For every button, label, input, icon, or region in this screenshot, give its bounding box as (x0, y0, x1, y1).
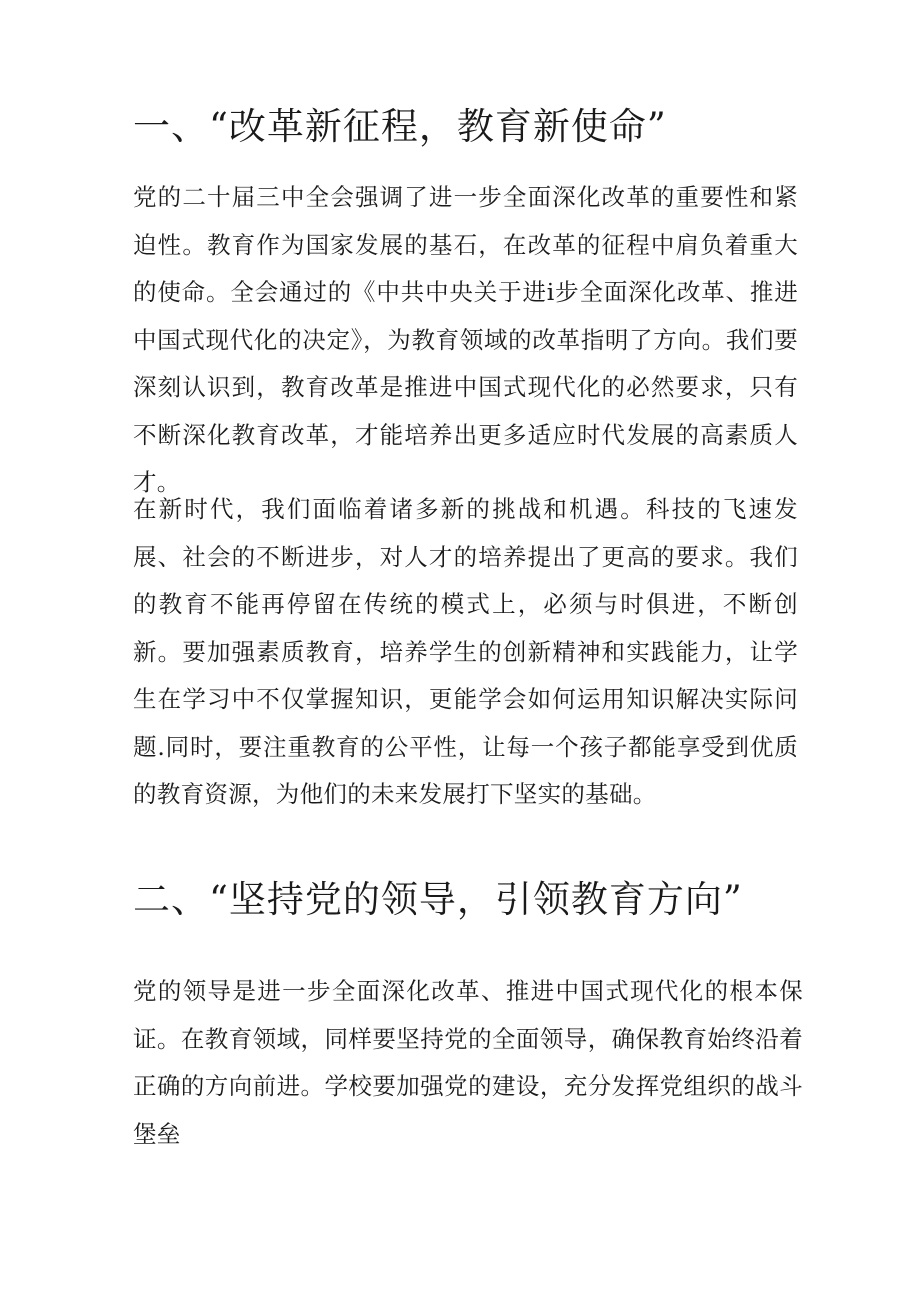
section-heading-1: 一、“改革新征程，教育新使命” (133, 105, 667, 148)
section-1-paragraph-1: 党的二十届三中全会强调了进一步全面深化改革的重要性和紧迫性。教育作为国家发展的基石，在改革的征程中肩负着重大的使命。全会通过的《中共中央关于进i步全面深化改革、推进中国式现代化的决定》，为教育领域的改革指明了方向。我们要深刻认识到，教育改革是推进中国式现代化的必然要求，只有不断深化教育改革，才能培养出更多适应时代发展的高素质人才。 (133, 183, 798, 496)
section-1-paragraph-2: 在新时代，我们面临着诸多新的挑战和机遇。科技的飞速发展、社会的不断进步，对人才的培养提出了更高的要求。我们的教育不能再停留在传统的模式上，必须与时俱进，不断创新。要加强素质教育，培养学生的创新精神和实践能力，让学生在学习中不仅掌握知识，更能学会如何运用知识解决实际问题.同时，要注重教育的公平性，让每一个孩子都能享受到优质的教育资源，为他们的未来发展打下坚实的基础。 (133, 495, 798, 808)
section-2-paragraph-1: 党的领导是进一步全面深化改革、推进中国式现代化的根本保证。在教育领域，同样要坚持党的全面领导，确保教育始终沿着正确的方向前进。学校要加强党的建设，充分发挥党组织的战斗堡垒 (133, 977, 803, 1148)
section-heading-2: 二、“坚持党的领导，引领教育方向” (133, 878, 743, 921)
